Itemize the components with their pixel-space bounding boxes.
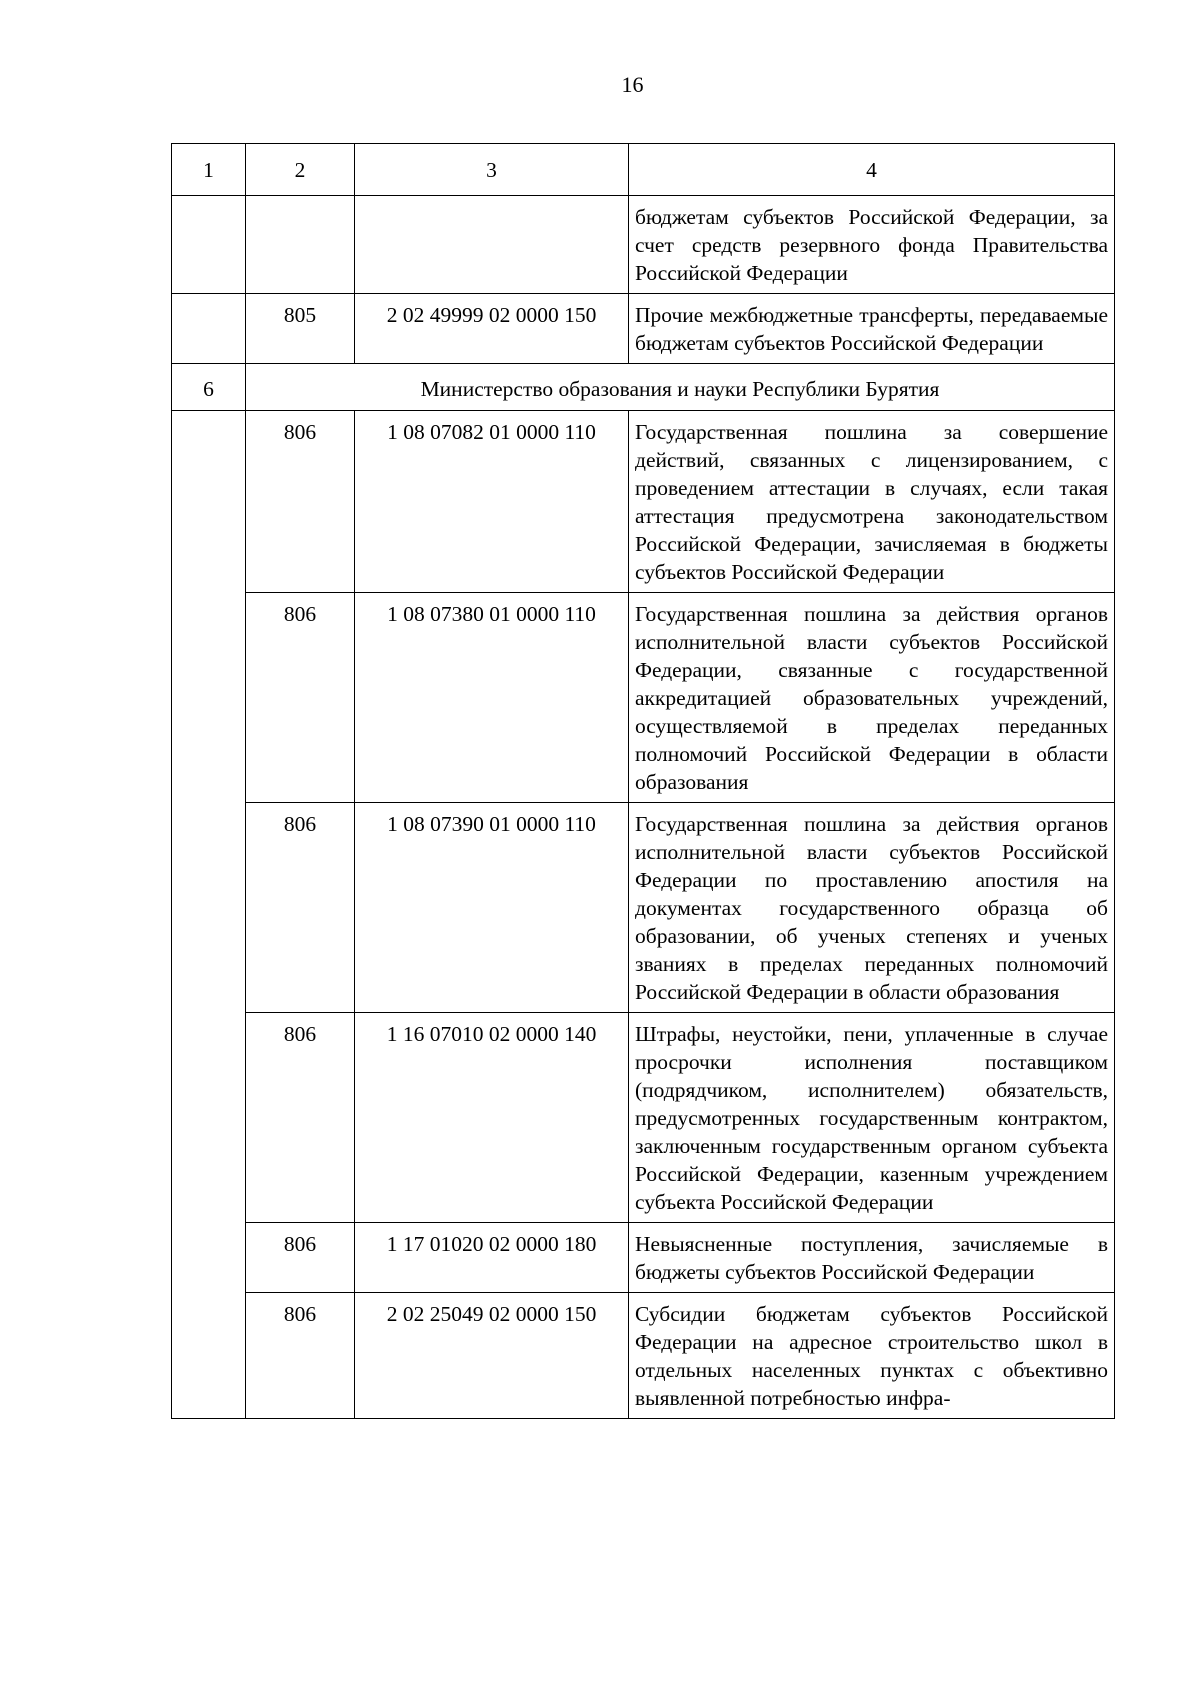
budget-code-cell: 1 16 07010 02 0000 140 [355,1013,629,1223]
description-cell: Штрафы, неустойки, пени, уплаченные в случае просрочки исполнения поставщиком (подрядчиком, исполнителем) обязательств, предусмотренных государственным контрактом, заключенным государственным органом субъекта Российской Федерации, казенным учреждением субъекта Российской Федерации [629,1013,1115,1223]
admin-code-cell: 806 [246,1293,355,1419]
budget-code-cell: 1 08 07390 01 0000 110 [355,803,629,1013]
budget-code-cell: 1 08 07380 01 0000 110 [355,593,629,803]
admin-code-cell: 806 [246,803,355,1013]
table-row [172,294,1115,364]
admin-code-cell: 806 [246,1223,355,1293]
empty-cell [172,294,246,364]
budget-classification-table [171,143,1115,1419]
admin-code-cell: 806 [246,593,355,803]
table-header-row [172,144,1115,196]
table-row [172,1223,1115,1293]
table-row [172,411,1115,593]
budget-code-cell: 1 17 01020 02 0000 180 [355,1223,629,1293]
header-col-3: 3 [355,144,629,196]
header-col-1: 1 [172,144,246,196]
description-cell: Прочие межбюджетные трансферты, передаваемые бюджетам субъектов Российской Федерации [629,294,1115,364]
table-row [172,1293,1115,1419]
description-cell: Государственная пошлина за совершение действий, связанных с лицензированием, с проведением аттестации в случаях, если такая аттестация предусмотрена законодательством Российской Федерации, зачисляемая в бюджеты субъектов Российской Федерации [629,411,1115,593]
description-cell: Государственная пошлина за действия органов исполнительной власти субъектов Российской Федерации, связанные с государственной аккредитацией образовательных учреждений, осуществляемой в пределах переданных полномочий Российской Федерации в области образования [629,593,1115,803]
empty-cell [355,196,629,294]
section-number: 6 [172,364,246,411]
empty-cell [172,411,246,1419]
description-cell: Субсидии бюджетам субъектов Российской Федерации на адресное строительство школ в отдельных населенных пунктах с объективно выявленной потребностью инфра- [629,1293,1115,1419]
empty-cell [246,196,355,294]
admin-code-cell: 805 [246,294,355,364]
description-cell: Государственная пошлина за действия органов исполнительной власти субъектов Российской Федерации по проставлению апостиля на документах государственного образца об образовании, об ученых степенях и ученых званиях в пределах переданных полномочий Российской Федерации в области образования [629,803,1115,1013]
description-cell: Невыясненные поступления, зачисляемые в бюджеты субъектов Российской Федерации [629,1223,1115,1293]
table-row [172,593,1115,803]
page-number: 16 [621,72,644,97]
description-cell: бюджетам субъектов Российской Федерации, за счет средств резервного фонда Правительства Российской Федерации [629,196,1115,294]
section-row [172,364,1115,411]
budget-code-cell: 2 02 49999 02 0000 150 [355,294,629,364]
admin-code-cell: 806 [246,1013,355,1223]
section-title: Министерство образования и науки Республики Бурятия [246,364,1115,411]
budget-code-cell: 1 08 07082 01 0000 110 [355,411,629,593]
header-col-2: 2 [246,144,355,196]
table-row [172,196,1115,294]
table-row [172,803,1115,1013]
table-row [172,1013,1115,1223]
admin-code-cell: 806 [246,411,355,593]
header-col-4: 4 [629,144,1115,196]
budget-code-cell: 2 02 25049 02 0000 150 [355,1293,629,1419]
empty-cell [172,196,246,294]
